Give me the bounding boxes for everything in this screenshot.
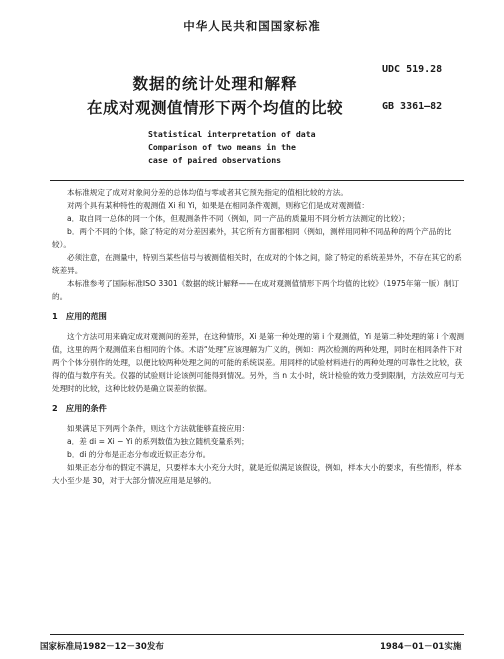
section-2-heading: 2 应用的条件 bbox=[52, 403, 107, 413]
title-line-1: 数据的统计处理和解释 bbox=[132, 75, 298, 93]
section-2-intro: 如果满足下列两个条件，则这个方法就能够直接应用： bbox=[67, 424, 250, 433]
section-2-item-a: a．差 di = Xi − Yi 的系列数值为独立随机变量系列； bbox=[67, 437, 249, 446]
section-1-text: 这个方法可用来确定成对观测间的差异，在这种情形，Xi 是第一种处理的第 i 个观测值，Yi 是第二种处理的第 i 个观测值，这里的两个观测值来自相同的个体。术语“处理”应该理解为广义的，例如：两次检测的两种处理，同时在相同条件下对两个个体分别作的处理，以便比较两种处理之间的可能的系统误差。用同样的试验材料进行的两种处理的可靠性之比较，获得的值与数序有关。仪器的试验则计论该例可能得到情况。另外，当 n 太小时，统计检验的效力受到限制，方法效应可与无处理时的比较，这种比较仍是确立误差的依据。 bbox=[52, 332, 465, 393]
top-divider bbox=[50, 180, 464, 181]
document-body bbox=[52, 186, 466, 487]
intro-paragraph-1: 本标准规定了成对对象间分差的总体均值与零或者其它预先指定的值相比较的方法。 bbox=[67, 188, 348, 197]
bottom-divider bbox=[50, 634, 464, 635]
effective-date: 1984－01－01实施 bbox=[380, 642, 462, 652]
udc-code: UDC 519.28 bbox=[382, 64, 443, 75]
intro-paragraph-reference: 本标准参考了国际标准ISO 3301《数据的统计解释——在成对观测值情形下两个均值的比较》（1975年第一版）制订的。 bbox=[52, 279, 460, 301]
section-2-tail: 如果正态分布的假定不满足，只要样本大小充分大时，就是近似满足该假设，例如，样本大小的要求，有些情形，样本大小至少是 30，对于大部分情况应用是足够的。 bbox=[52, 463, 462, 485]
intro-paragraph-2: 对两个具有某种特性的观测值 Xi 和 Yi，如果是在相同条件观测，则称它们是成对观测值： bbox=[67, 201, 369, 210]
issued-date: 国家标准局1982－12－30发布 bbox=[40, 642, 164, 652]
intro-item-b: b．两个不同的个体，除了特定的对分差因素外，其它所有方面都相同（例如，测样用同种不同品种的两个产品的比较）。 bbox=[52, 227, 452, 249]
english-title bbox=[148, 128, 316, 167]
section-2-item-b: b．di 的分布是正态分布或近似正态分布。 bbox=[67, 450, 211, 459]
intro-paragraph-note: 必须注意，在测量中，特别当某些信号与被测值相关时，在成对的个体之间，除了特定的系统差异外，不存在其它的系统差异。 bbox=[52, 253, 462, 275]
english-title-line-2: Comparison of two means in the bbox=[148, 142, 296, 152]
english-title-line-1: Statistical interpretation of data bbox=[148, 129, 316, 139]
english-title-line-3: case of paired observations bbox=[148, 155, 282, 165]
gb-number: GB 3361—82 bbox=[382, 101, 443, 112]
intro-item-a: a．取自同一总体的同一个体，但观测条件不同（例如，同一产品的质量用不同分析方法测定的比较）； bbox=[67, 214, 410, 223]
section-1-heading: 1 应用的范围 bbox=[52, 311, 107, 321]
title-line-2: 在成对观测值情形下两个均值的比较 bbox=[86, 99, 343, 117]
standard-header: 中华人民共和国国家标准 bbox=[183, 19, 321, 33]
